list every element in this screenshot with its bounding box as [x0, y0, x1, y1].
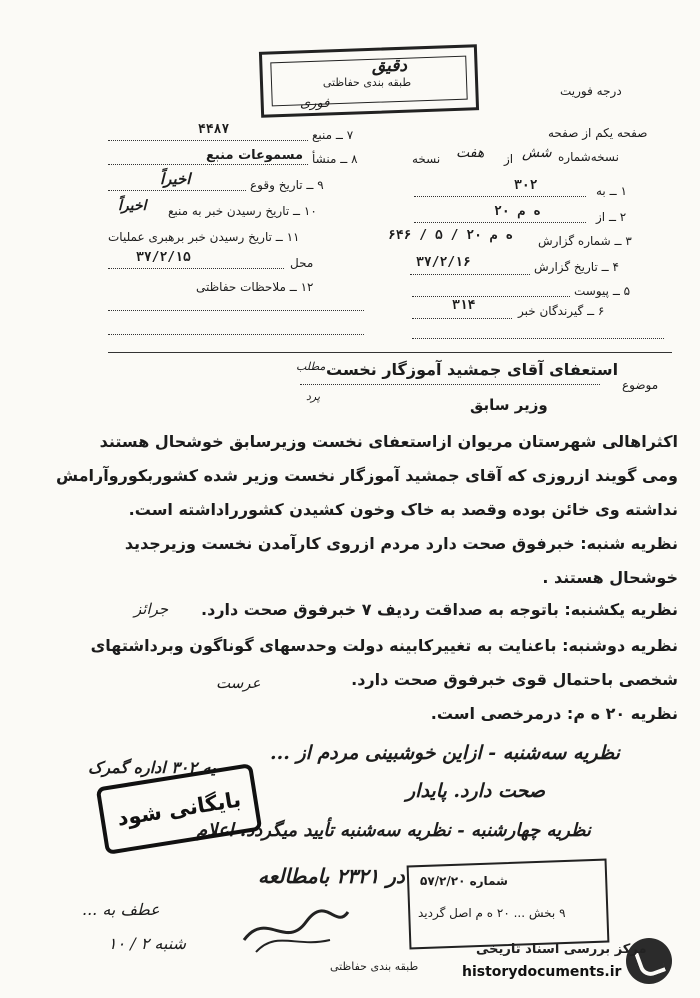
- handwritten-note-6: شنبه ۲ / ۱۰: [108, 934, 187, 953]
- field-source-label: ۷ ــ منبع: [312, 128, 354, 142]
- registration-stamp-line2: ۹ بخش ... ۲۰ ه م اصل گردید: [418, 906, 566, 920]
- copy-of-label: از: [504, 152, 514, 166]
- handwritten-note-1-right: یه ۳۰۲ اداره گمرک: [88, 758, 216, 777]
- subject-label: موضوع: [622, 378, 659, 392]
- urgency-stamp-handwritten: فوری: [300, 96, 330, 111]
- priority-label: درجه فوریت: [560, 84, 622, 98]
- subject-line2: وزیر سابق: [470, 396, 548, 414]
- body-line-4: نظریه شنبه: خبرفوق صحت دارد مردم ازروی کارآمدن نخست وزیرجدید: [124, 534, 678, 553]
- header-separator: [108, 352, 672, 353]
- margin-note-1: جرائز: [134, 600, 169, 618]
- field-origin-label: ۸ ــ منشأ: [312, 152, 358, 166]
- page-count-label: صفحه یکم از صفحه: [548, 126, 648, 140]
- field-event-date-label: ۹ ــ تاریخ وقوع: [250, 178, 324, 192]
- field-to-value: ۳۰۲: [514, 178, 538, 193]
- copy-label: نسخه: [412, 152, 441, 166]
- subject-insert-above: مطلب: [296, 360, 326, 373]
- classification-stamp-handwritten: دقیق: [372, 56, 408, 76]
- body-line-1: اکثراهالی شهرستان مریوان ازاستعفای نخست وزیرسابق خوشحال هستند: [99, 432, 678, 451]
- field-place-value: ۳۷/۲/۱۵: [136, 250, 191, 265]
- registration-stamp-line1: شماره ۵۷/۲/۲۰: [420, 874, 508, 888]
- field-report-number-value: ۶۴۶ / ۵ / ۲۰ ه م: [388, 228, 514, 243]
- field-to-label: ۱ ــ به: [596, 184, 627, 198]
- body-line-7: نظریه دوشنبه: باعنایت به تغییرکابینه دولت وحدسهای گوناگون وبرداشتهای: [90, 636, 678, 655]
- handwritten-note-1: نظریه سه‌شنبه - ازاین خوشبینی مردم از ...: [270, 742, 620, 764]
- watermark-url: historydocuments.ir: [462, 964, 622, 980]
- body-line-8: شخصی باحتمال قوی خبرفوق صحت دارد.: [351, 670, 678, 689]
- margin-note-2: عرست: [216, 674, 261, 692]
- body-line-2: ومی گویند ازروزی که آقای جمشید آموزگار نخست وزیر شده کشوربکوروآرامش: [55, 466, 678, 485]
- subject-insert-below: پرد: [306, 390, 321, 403]
- copy-of-value: هفت: [456, 145, 485, 161]
- copy-number-label: نسخه‌شماره: [558, 150, 619, 164]
- field-from-value: ۲۰ ه م: [494, 204, 541, 219]
- field-origin-value: مسموعات منبع: [206, 148, 304, 163]
- body-line-3: نداشته وی خائن بوده وقصد به خاک وخون کشیدن کشورراداشته است.: [128, 500, 678, 519]
- handwritten-note-3: نظریه چهارشنبه - نظریه سه‌شنبه تأیید میگردد. اعلام: [196, 820, 591, 841]
- archive-stamp: بایگانی شود: [96, 763, 263, 855]
- field-source-value: ۴۴۸۷: [198, 122, 230, 137]
- body-line-6: نظریه یکشنبه: باتوجه به صداقت ردیف ۷ خبرفوق صحت دارد.: [201, 600, 678, 619]
- registration-stamp: [407, 859, 610, 950]
- field-report-date-value: ۳۷/۲/۱۶: [416, 255, 471, 270]
- field-security-notes-label: ۱۲ ــ ملاحظات حفاظتی: [196, 280, 314, 294]
- subject-text: استعفای آقای جمشید آموزگار نخست: [326, 360, 619, 379]
- field-report-number-label: ۳ ــ شماره گزارش: [538, 234, 632, 248]
- field-received-ops-label: ۱۱ ــ تاریخ رسیدن خبر برهبری عملیات: [108, 230, 300, 244]
- field-recipients-value: ۳۱۴: [452, 298, 476, 313]
- signature-mark: [236, 900, 356, 960]
- field-received-source-value: اخیراً: [118, 198, 147, 214]
- field-received-source-label: ۱۰ ــ تاریخ رسیدن خبر به منبع: [168, 204, 317, 218]
- field-from-label: ۲ ــ از: [596, 210, 627, 224]
- handwritten-note-5: عطف به ...: [82, 900, 160, 919]
- bottom-classification-label: طبقه بندی حفاظتی: [330, 960, 419, 973]
- field-recipients-label: ۶ ــ گیرندگان خبر: [518, 304, 605, 318]
- handwritten-note-4: در ۲۳۲۱ بامطالعه: [258, 864, 405, 888]
- watermark-title: مرکز بررسی اسناد تاریخی: [476, 942, 647, 957]
- field-report-date-label: ۴ ــ تاریخ گزارش: [534, 260, 619, 274]
- handwritten-note-2: صحت دارد. پایدار: [406, 780, 546, 802]
- classification-stamp-label: طبقه بندی حفاظتی: [322, 76, 412, 89]
- field-event-date-value: اخیراً: [160, 170, 191, 188]
- field-place-label: محل: [290, 256, 314, 270]
- field-attachment-label: ۵ ــ پیوست: [574, 284, 631, 298]
- body-line-5: خوشحال هستند .: [542, 568, 678, 587]
- copy-number-value: شش: [522, 145, 552, 161]
- body-line-9: نظریه ۲۰ ه م: درمرخصی است.: [430, 704, 678, 723]
